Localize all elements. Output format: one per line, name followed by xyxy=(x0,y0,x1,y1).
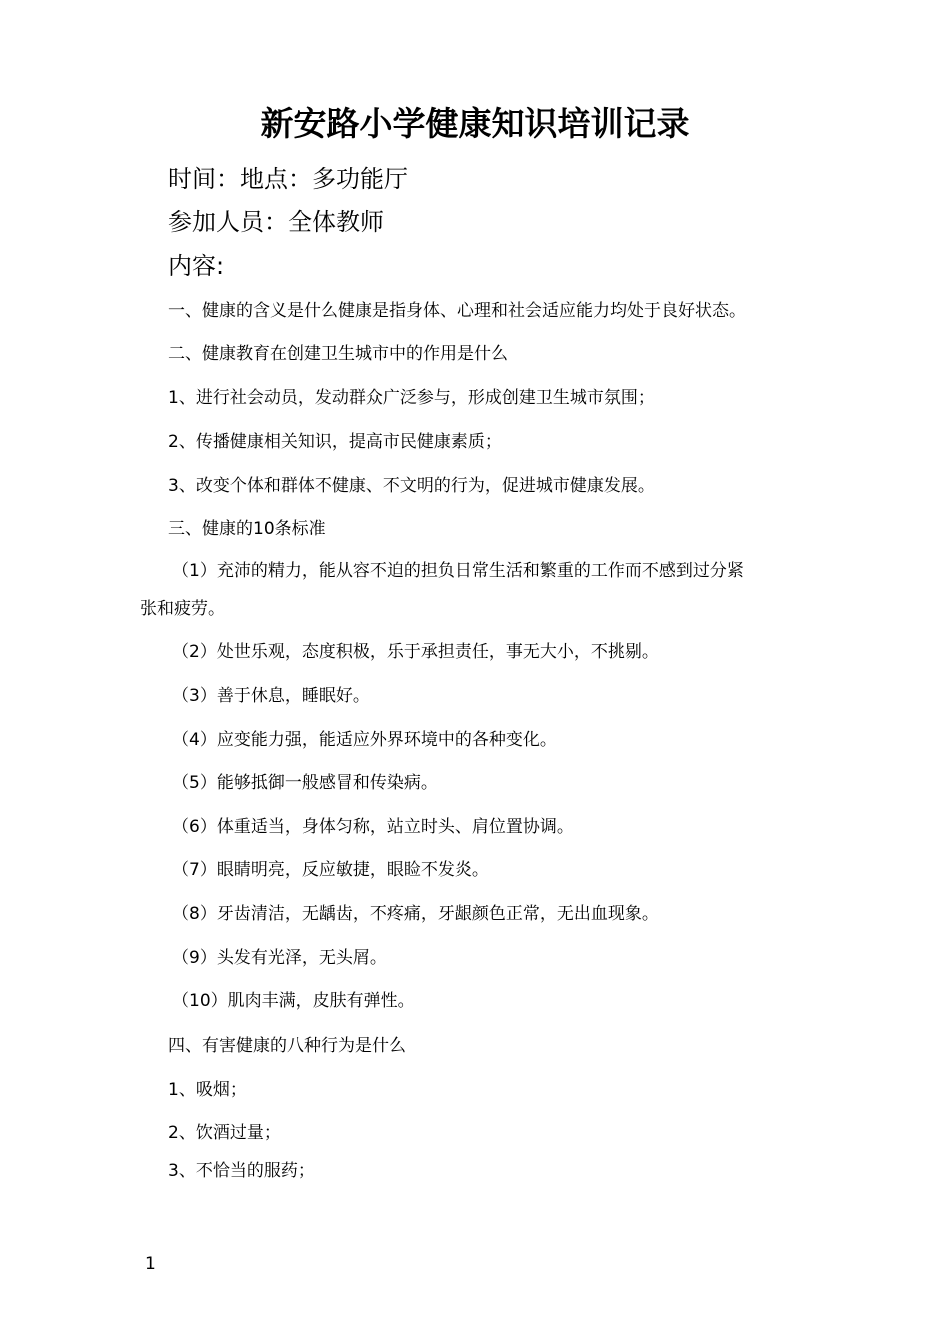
text-line: 1、进行社会动员，发动群众广泛参与，形成创建卫生城市氛围； xyxy=(168,388,655,408)
text-line: （10）肌肉丰满，皮肤有弹性。 xyxy=(172,991,415,1011)
text-line: （9）头发有光泽，无头屑。 xyxy=(172,948,387,968)
time-place-line: 时间：地点：多功能厅 xyxy=(168,165,408,193)
text-line: 3、不恰当的服药； xyxy=(168,1161,315,1181)
text-line: （6）体重适当，身体匀称，站立时头、肩位置协调。 xyxy=(172,817,574,837)
text-line: 四、有害健康的八种行为是什么 xyxy=(168,1036,406,1056)
text-line: （2）处世乐观，态度积极，乐于承担责任，事无大小，不挑剔。 xyxy=(172,642,659,662)
text-line: （1）充沛的精力，能从容不迫的担负日常生活和繁重的工作而不感到过分紧 xyxy=(172,561,744,581)
text-line: 二、健康教育在创建卫生城市中的作用是什么 xyxy=(168,344,508,364)
text-line: （3）善于休息，睡眠好。 xyxy=(172,686,370,706)
text-line: 三、健康的10条标准 xyxy=(168,519,326,539)
text-line: 1、吸烟； xyxy=(168,1080,247,1100)
text-line-continued: 张和疲劳。 xyxy=(140,599,225,619)
text-line: （5）能够抵御一般感冒和传染病。 xyxy=(172,773,438,793)
page-number: 1 xyxy=(145,1254,156,1274)
content-label: 内容: xyxy=(168,252,225,280)
text-line: （4）应变能力强，能适应外界环境中的各种变化。 xyxy=(172,730,557,750)
text-line: （8）牙齿清洁，无龋齿，不疼痛，牙龈颜色正常，无出血现象。 xyxy=(172,904,659,924)
text-line: 3、改变个体和群体不健康、不文明的行为，促进城市健康发展。 xyxy=(168,476,655,496)
text-line: 2、饮酒过量； xyxy=(168,1123,281,1143)
text-line: 一、健康的含义是什么健康是指身体、心理和社会适应能力均处于良好状态。 xyxy=(168,301,746,321)
page-title: 新安路小学健康知识培训记录 xyxy=(260,104,690,143)
text-line: （7）眼睛明亮，反应敏捷，眼睑不发炎。 xyxy=(172,860,489,880)
text-line: 2、传播健康相关知识，提高市民健康素质； xyxy=(168,432,502,452)
participants-line: 参加人员：全体教师 xyxy=(168,208,384,236)
